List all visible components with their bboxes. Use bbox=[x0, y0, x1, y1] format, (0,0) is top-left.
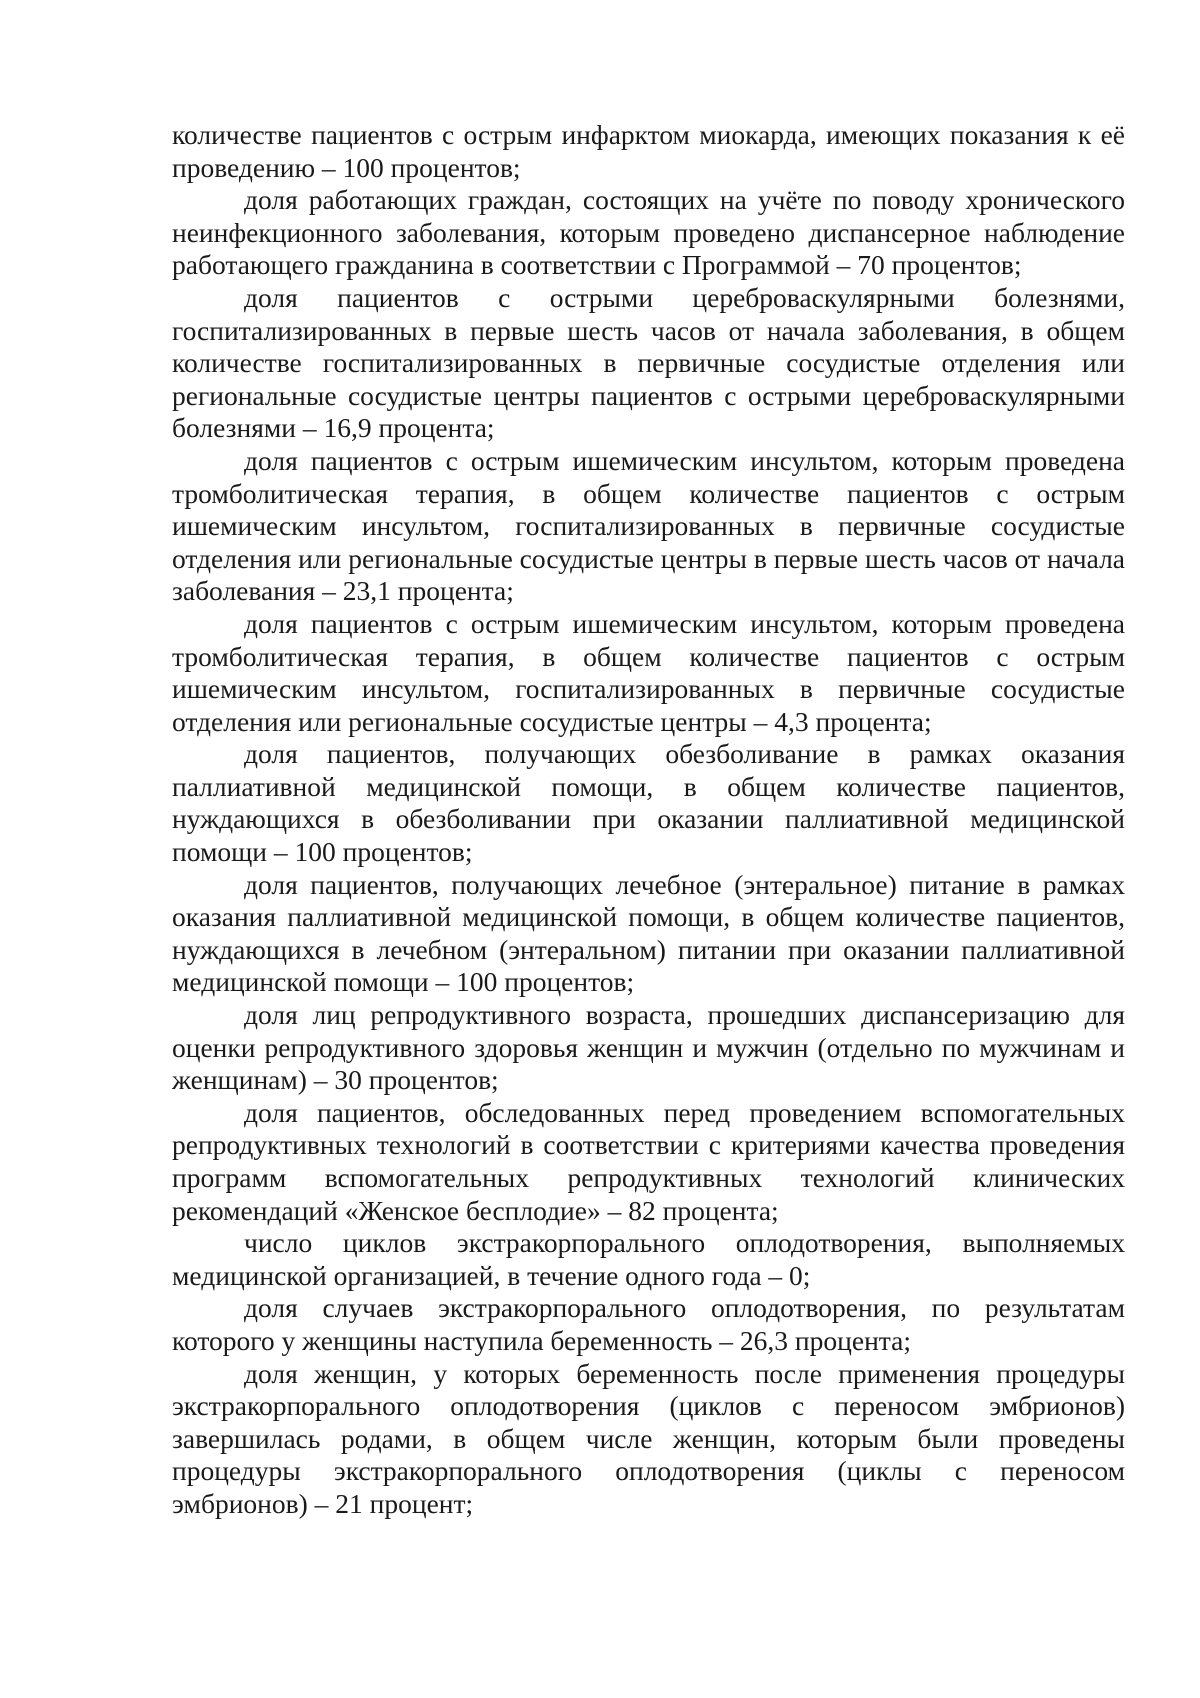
paragraph-ivf-cycles: число циклов экстракорпорального оплодотворения, выполняемых медицинской организацией, в течение одного года – 0; bbox=[172, 1227, 1125, 1291]
paragraph-art-examination: доля пациентов, обследованных перед проведением вспомогательных репродуктивных технологий в соответствии с критериями качества проведения программ вспомогательных репродуктивных технологий клинических рекомендаций «Женское бесплодие» – 82 процента; bbox=[172, 1096, 1125, 1226]
paragraph-thrombolytic-total: доля пациентов с острым ишемическим инсультом, которым проведена тромболитическая терапия, в общем количестве пациентов с острым ишемическим инсультом, госпитализированных в первичные сосудистые отделения или региональные сосудистые центры – 4,3 процента; bbox=[172, 607, 1125, 737]
paragraph-palliative-nutrition: доля пациентов, получающих лечебное (энтеральное) питание в рамках оказания паллиативной медицинской помощи, в общем количестве пациентов, нуждающихся в лечебном (энтеральном) питании при оказании паллиативной медицинской помощи – 100 процентов; bbox=[172, 868, 1125, 998]
paragraph-continuation: количестве пациентов с острым инфарктом миокарда, имеющих показания к её проведению – 100 процентов; bbox=[172, 119, 1125, 183]
document-body bbox=[172, 119, 1125, 1521]
paragraph-ivf-pregnancy: доля случаев экстракорпорального оплодотворения, по результатам которого у женщины наступила беременность – 26,3 процента; bbox=[172, 1292, 1125, 1356]
paragraph-reproductive-screening: доля лиц репродуктивного возраста, прошедших диспансеризацию для оценки репродуктивного здоровья женщин и мужчин (отдельно по мужчинам и женщинам) – 30 процентов; bbox=[172, 999, 1125, 1096]
paragraph-cerebrovascular-hospitalized: доля пациентов с острыми цереброваскулярными болезнями, госпитализированных в первые шесть часов от начала заболевания, в общем количестве госпитализированных в первичные сосудистые отделения или региональные сосудистые центры пациентов с острыми цереброваскулярными болезнями – 16,9 процента; bbox=[172, 281, 1125, 444]
paragraph-palliative-analgesia: доля пациентов, получающих обезболивание в рамках оказания паллиативной медицинской помощи, в общем количестве пациентов, нуждающихся в обезболивании при оказании паллиативной медицинской помощи – 100 процентов; bbox=[172, 738, 1125, 868]
paragraph-ivf-births: доля женщин, у которых беременность после применения процедуры экстракорпорального оплодотворения (циклов с переносом эмбрионов) завершилась родами, в общем числе женщин, которым были проведены процедуры экстракорпорального оплодотворения (циклы с переносом эмбрионов) – 21 процент; bbox=[172, 1357, 1125, 1519]
paragraph-thrombolytic-first-six-hours: доля пациентов с острым ишемическим инсультом, которым проведена тромболитическая терапия, в общем количестве пациентов с острым ишемическим инсультом, госпитализированных в первичные сосудистые отделения или региональные сосудистые центры в первые шесть часов от начала заболевания – 23,1 процента; bbox=[172, 444, 1125, 607]
paragraph-working-citizens: доля работающих граждан, состоящих на учёте по поводу хронического неинфекционного заболевания, которым проведено диспансерное наблюдение работающего гражданина в соответствии с Программой – 70 процентов; bbox=[172, 184, 1125, 281]
